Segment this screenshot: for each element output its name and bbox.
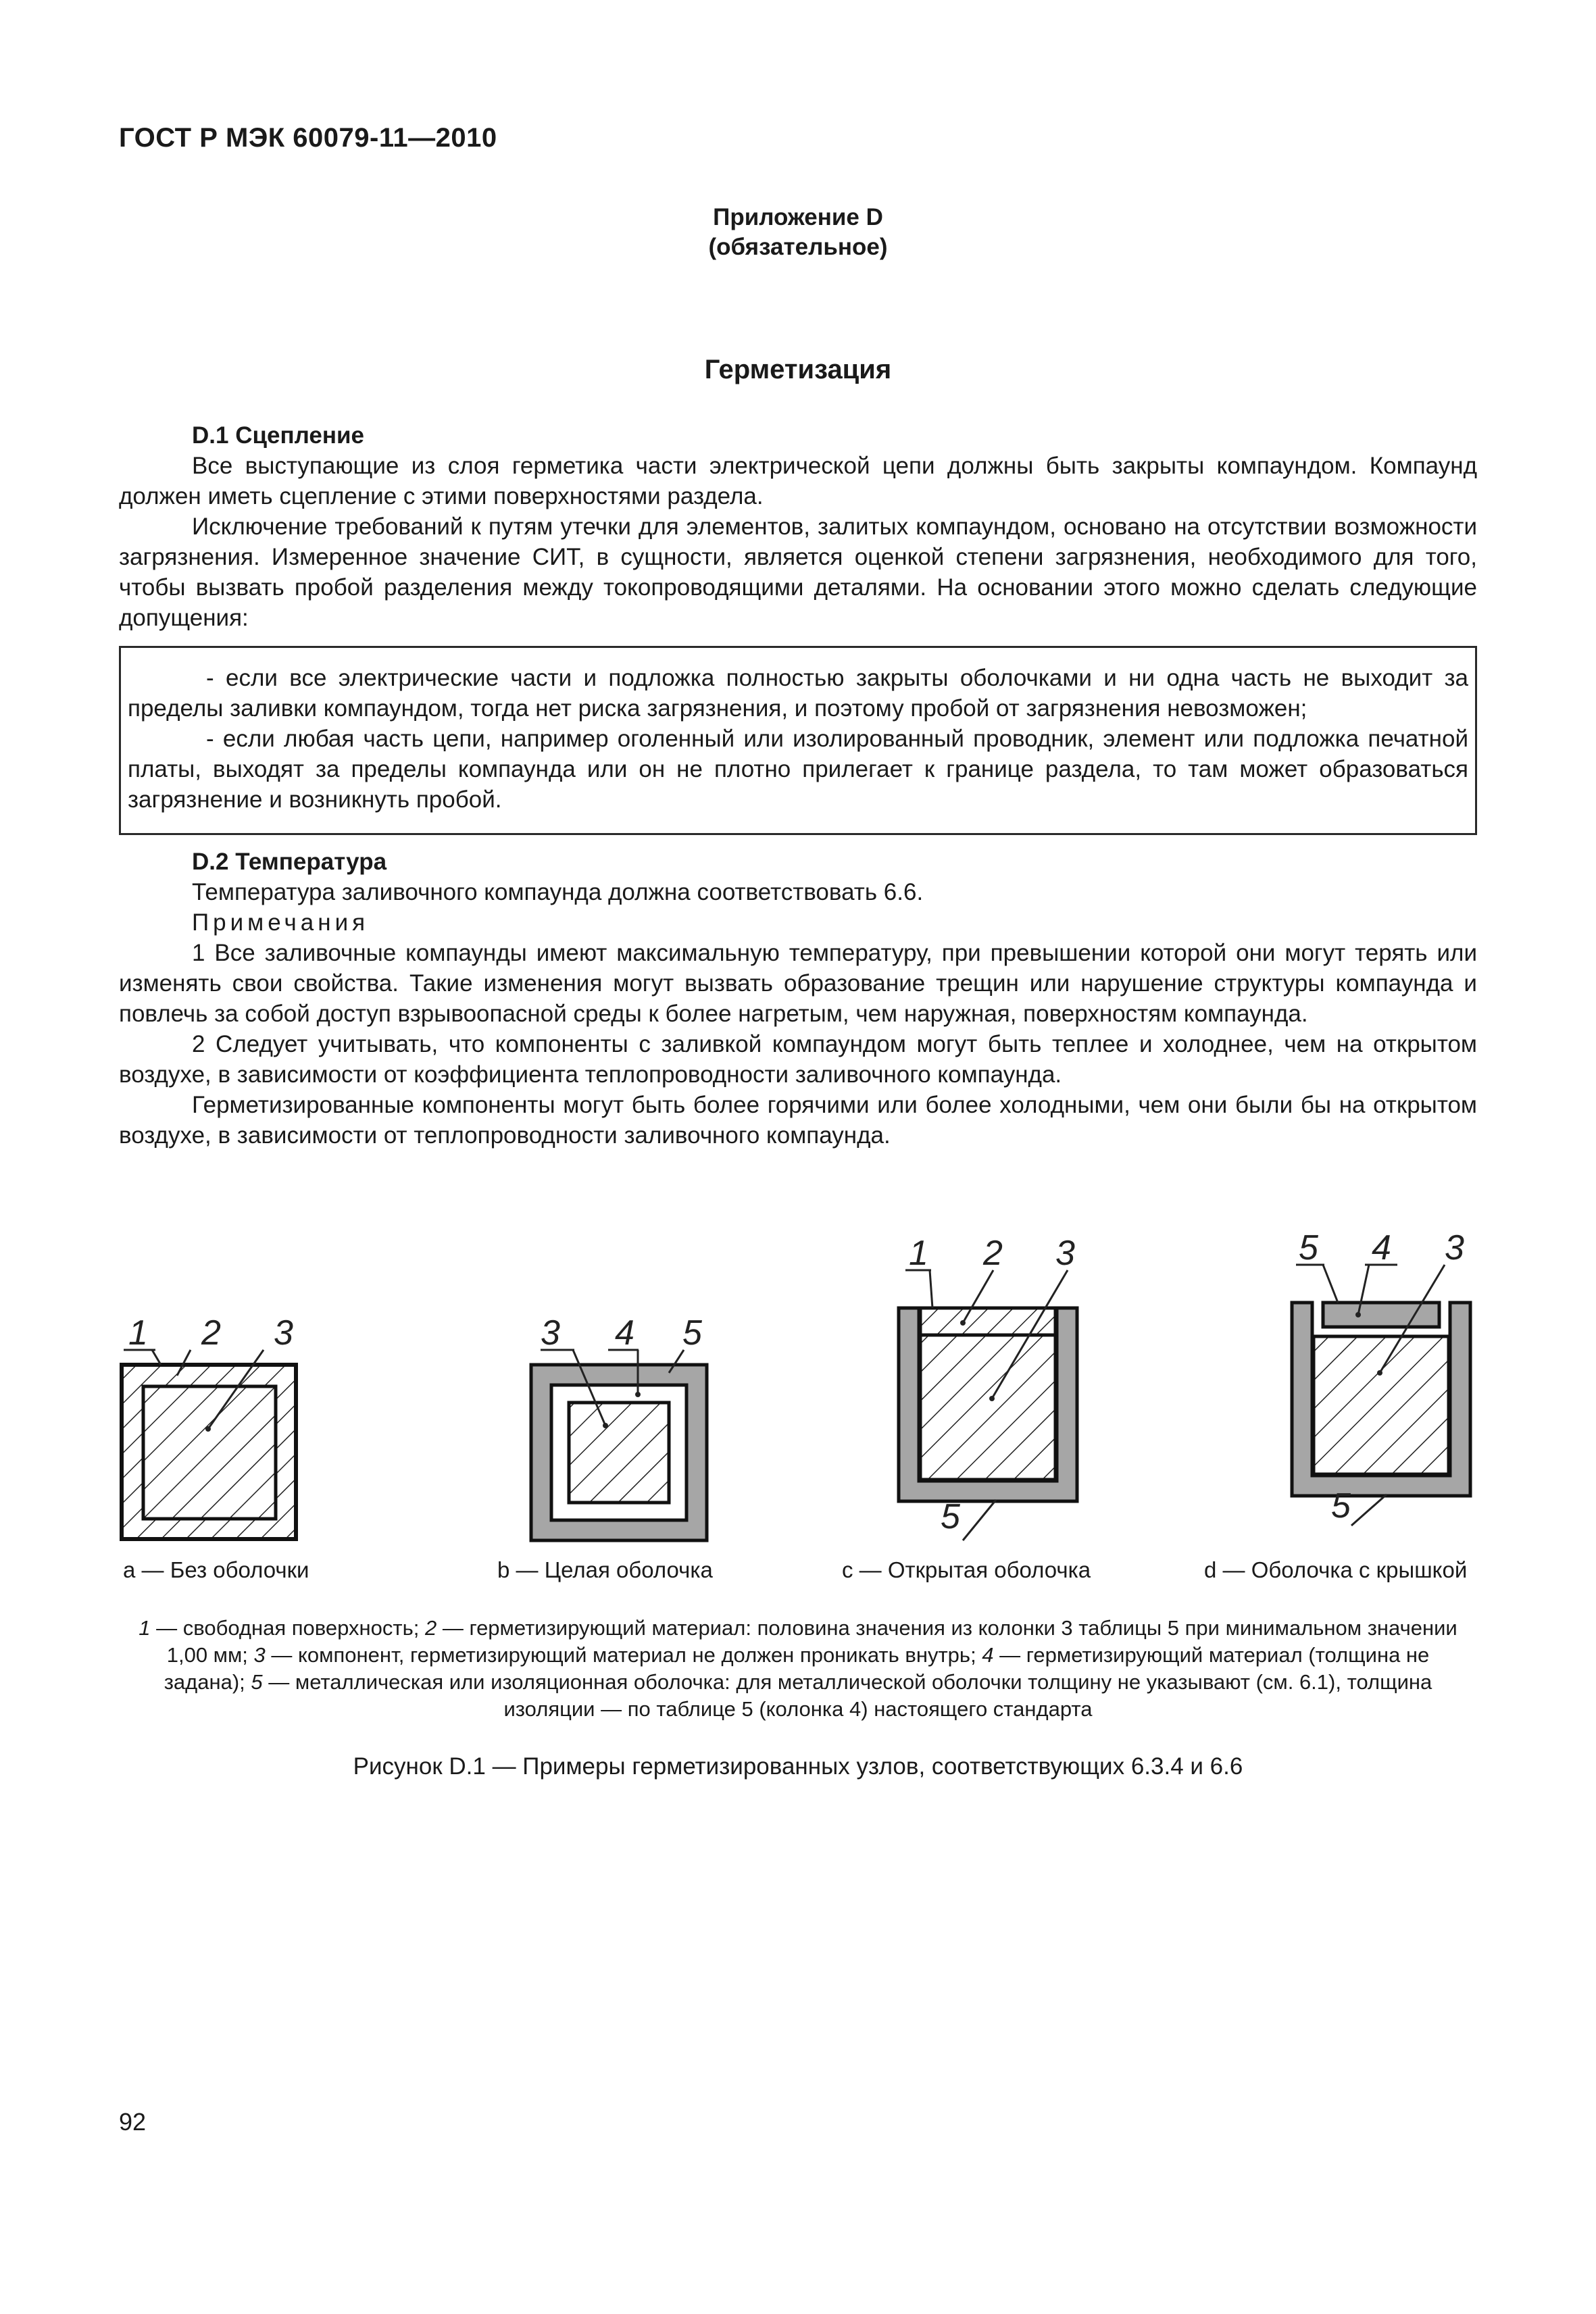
figure-title: Рисунок D.1 — Примеры герметизированных узлов, соответствующих 6.3.4 и 6.6	[353, 1753, 1243, 1780]
legend-num-4: 4	[982, 1643, 994, 1667]
note-2: 2 Следует учитывать, что компоненты с заливкой компаундом могут быть теплее и холоднее, чем на открытом воздухе, в зависимости от коэффициента теплопроводности заливочного компаунда.	[119, 1031, 1477, 1088]
d1-heading: D.1 Сцепление	[192, 422, 364, 449]
d2-paragraph-2: Герметизированные компоненты могут быть более горячими или более холодными, чем они были бы на открытом воздухе, в зависимости от теплопроводности заливочного компаунда.	[119, 1092, 1477, 1149]
panel-a-label-1: 1	[128, 1313, 148, 1353]
panel-d-caption: d — Оболочка с крышкой	[1204, 1557, 1468, 1582]
section-title: Герметизация	[704, 355, 892, 384]
panel-d-label-3: 3	[1445, 1228, 1464, 1267]
notes-label: Примечания	[192, 909, 370, 936]
panel-b-label-3: 3	[541, 1313, 560, 1353]
panel-b-label-5: 5	[682, 1313, 702, 1353]
assumption-item-1: - если все электрические части и подложка полностью закрыты оболочками и ни одна часть не выходит за пределы заливки компаундом, тогда нет риска загрязнения, и поэтому пробой от загрязнения невозможен;	[128, 665, 1468, 722]
panel-c-label-1: 1	[909, 1234, 928, 1273]
appendix-heading	[119, 203, 1477, 262]
d2-heading: D.2 Температура	[192, 849, 387, 875]
panel-a-label-2: 2	[201, 1313, 221, 1353]
panel-c-label-3: 3	[1055, 1234, 1075, 1273]
figure-d1	[0, 1203, 1596, 1567]
appendix-title: Приложение D	[713, 204, 883, 230]
legend-num-3: 3	[253, 1643, 266, 1667]
legend-text-3: — компонент, герметизирующий материал не должен проникать внутрь;	[265, 1643, 982, 1667]
legend-text-4: — герметизирующий материал (толщина не задана);	[164, 1643, 1430, 1694]
panel-d-drawing	[1292, 1228, 1470, 1526]
legend-text-2: — герметизирующий материал: половина значения из колонки 3 таблицы 5 при минимальном значении 1,00 мм;	[166, 1616, 1457, 1667]
assumption-item-2: - если любая часть цепи, например оголенный или изолированный проводник, элемент или подложка печатной платы, выходят за пределы компаунда или он не плотно прилегает к границе раздела, то там может образоваться загрязнение и возникнуть пробой.	[128, 726, 1468, 813]
legend-num-2: 2	[424, 1616, 437, 1640]
panel-a-caption: а — Без оболочки	[123, 1557, 309, 1582]
panel-c-caption: c — Открытая оболочка	[842, 1557, 1091, 1582]
panel-a-drawing	[122, 1313, 296, 1539]
section-d1	[119, 420, 1477, 633]
section-d2	[119, 847, 1477, 1151]
panel-d-label-4: 4	[1372, 1228, 1391, 1267]
appendix-status: (обязательное)	[708, 234, 888, 260]
page-number: 92	[119, 2108, 147, 2136]
assumptions-box	[119, 646, 1477, 835]
legend-num-1: 1	[139, 1616, 151, 1640]
panel-c-drawing	[899, 1234, 1077, 1540]
panel-c-label-2: 2	[983, 1234, 1003, 1273]
d1-paragraph-2: Исключение требований к путям утечки для элементов, залитых компаундом, основано на отсутствии возможности загрязнения. Измеренное значение СИТ, в сущности, является оценкой степени загрязнения, необходимого для того, чтобы вызвать пробой разделения между токопроводящими деталями. На основании этого можно сделать следующие допущения:	[119, 513, 1477, 631]
panel-b-label-4: 4	[615, 1313, 634, 1353]
legend-text-5: — металлическая или изоляционная оболочка: для металлической оболочки толщину не указывают (см. 6.1), толщина изоляции — по таблице 5 (колонка 4) настоящего стандарта	[262, 1670, 1432, 1721]
panel-c-label-5: 5	[941, 1497, 960, 1536]
panel-a-label-3: 3	[274, 1313, 293, 1353]
document-header: ГОСТ Р МЭК 60079-11—2010	[119, 123, 497, 153]
note-1: 1 Все заливочные компаунды имеют максимальную температуру, при превышении которой они могут терять или изменять свои свойства. Такие изменения могут вызвать образование трещин или нарушение структуры компаунда и повлечь за собой доступ взрывоопасной среды к более нагретым, чем наружная, поверхностям компаунда.	[119, 940, 1477, 1027]
panel-d-label-5-bottom: 5	[1331, 1486, 1351, 1526]
panel-d-label-5-top: 5	[1299, 1228, 1318, 1267]
panel-b-caption: b — Целая оболочка	[497, 1557, 713, 1582]
d2-paragraph-1: Температура заливочного компаунда должна соответствовать 6.6.	[192, 879, 924, 905]
legend-text-1: — свободная поверхность;	[150, 1616, 425, 1640]
d1-paragraph-1: Все выступающие из слоя герметика части электрической цепи должны быть закрыты компаундом. Компаунд должен иметь сцепление с этими поверхностями раздела.	[119, 453, 1477, 509]
legend-num-5: 5	[251, 1670, 263, 1694]
figure-legend	[132, 1615, 1464, 1723]
panel-b-drawing	[531, 1313, 707, 1540]
